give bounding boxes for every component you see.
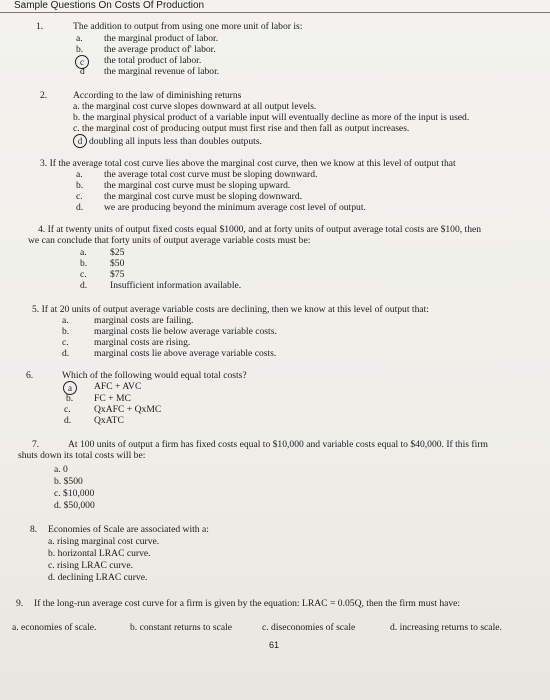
q2-number: 2. xyxy=(40,90,48,101)
q7-number: 7. xyxy=(32,439,40,450)
q4-stem-line1: 4. If at twenty units of output fixed costs equal $1000, and at forty units of output average total costs are $100, then xyxy=(38,224,482,235)
q7-stem-line2: shuts down its total costs will be: xyxy=(18,450,146,461)
q8-stem: Economies of Scale are associated with a: xyxy=(48,524,209,535)
q4-option-d: Insufficient information available. xyxy=(110,280,242,291)
q1-letter-d: d xyxy=(80,66,85,77)
q9-stem: If the long-run average cost curve for a firm is given by the equation: LRAC = 0.05Q, then the firm must have: xyxy=(34,598,461,609)
q9-option-c: c. diseconomies of scale xyxy=(262,622,356,633)
q8-option-c: c. rising LRAC curve. xyxy=(48,560,133,571)
q6-letter-d: d. xyxy=(64,415,72,426)
q5-letter-c: c. xyxy=(62,337,69,348)
q4-stem-line2: we can conclude that forty units of output average variable costs must be: xyxy=(28,235,311,246)
q9-option-d: d. increasing returns to scale. xyxy=(390,622,502,633)
q3-option-a: the average total cost curve must be sloping downward. xyxy=(104,169,318,180)
q4-option-a: $25 xyxy=(110,247,125,258)
q4-letter-a: a. xyxy=(80,247,87,258)
q1-option-c: the total product of labor. xyxy=(104,55,202,66)
q2-option-d xyxy=(73,134,262,148)
q1-letter-a: a. xyxy=(76,33,83,44)
q5-option-d: marginal costs lie above average variable costs. xyxy=(94,348,277,359)
page-number: 61 xyxy=(269,640,280,650)
q5-option-c: marginal costs are rising. xyxy=(94,337,191,348)
q5-letter-a: a. xyxy=(62,315,69,326)
q3-option-d: we are producing beyond the minimum average cost level of output. xyxy=(104,202,366,213)
q8-number: 8. xyxy=(30,524,38,535)
q2-circled-answer: d xyxy=(73,134,87,148)
q5-option-b: marginal costs lie below average variable costs. xyxy=(94,326,277,337)
q6-letter-c: c. xyxy=(64,404,71,415)
q4-letter-d: d. xyxy=(80,280,88,291)
q7-stem-line1: At 100 units of output a firm has fixed costs equal to $10,000 and variable costs equal to $40,000. If this firm xyxy=(68,439,488,450)
q8-option-b: b. horizontal LRAC curve. xyxy=(48,548,151,559)
q3-letter-d: d. xyxy=(76,202,84,213)
q1-number: 1. xyxy=(36,21,44,32)
q9-option-b: b. constant returns to scale xyxy=(130,622,233,633)
q2-stem: According to the law of diminishing returns xyxy=(73,90,242,101)
q1-option-b: the average product of' labor. xyxy=(104,44,216,55)
q2-option-d-text: doubling all inputs less than doubles outputs. xyxy=(89,136,262,147)
q5-letter-b: b. xyxy=(62,326,70,337)
q4-option-b: $50 xyxy=(110,258,125,269)
q3-letter-c: c. xyxy=(76,191,83,202)
q1-option-d: the marginal revenue of labor. xyxy=(104,66,220,77)
q6-letter-b: b. xyxy=(66,393,74,404)
page-header: Sample Questions On Costs Of Production xyxy=(14,0,205,11)
q3-option-b: the marginal cost curve must be sloping upward. xyxy=(104,180,291,191)
q4-option-c: $75 xyxy=(110,269,125,280)
q9-option-a: a. economies of scale. xyxy=(12,622,97,633)
q1-stem: The addition to output from using one more unit of labor is: xyxy=(73,21,303,32)
q7-option-d: d. $50,000 xyxy=(54,500,95,511)
q6-number: 6. xyxy=(26,370,34,381)
q5-option-a: marginal costs are failing. xyxy=(94,315,194,326)
q7-option-b: b. $500 xyxy=(54,476,83,487)
q4-letter-b: b. xyxy=(80,258,88,269)
q5-stem: 5. If at 20 units of output average variable costs are declining, then we know at this level of output that: xyxy=(32,304,429,315)
q6-letter-a: a xyxy=(63,381,77,395)
q4-letter-c: c. xyxy=(80,269,87,280)
q1-letter-b: b. xyxy=(76,44,84,55)
q6-option-b: FC + MC xyxy=(94,393,131,404)
q8-option-d: d. declining LRAC curve. xyxy=(48,572,148,583)
q7-option-a: a. 0 xyxy=(54,464,68,475)
q2-option-a: a. the marginal cost curve slopes downward at all output levels. xyxy=(73,101,317,112)
q8-option-a: a. rising marginal cost curve. xyxy=(48,536,160,547)
q6-stem: Which of the following would equal total costs? xyxy=(62,370,247,381)
q6-option-d: QxATC xyxy=(94,415,124,426)
q2-option-c: c. the marginal cost of producing output must first rise and then fall as output increases. xyxy=(73,123,410,134)
q5-letter-d: d. xyxy=(62,348,70,359)
q2-option-b: b. the marginal physical product of a variable input will eventually decline as more of the input is used. xyxy=(73,112,470,123)
q6-option-a: AFC + AVC xyxy=(94,381,142,392)
q9-number: 9. xyxy=(16,598,24,609)
q7-option-c: c. $10,000 xyxy=(54,488,95,499)
q3-stem: 3. If the average total cost curve lies above the marginal cost curve, then we know at this level of output that xyxy=(40,158,456,169)
q6-option-c: QxAFC + QxMC xyxy=(94,404,162,415)
q1-option-a: the marginal product of labor. xyxy=(104,33,219,44)
q3-letter-b: b. xyxy=(76,180,84,191)
q3-letter-a: a. xyxy=(76,169,83,180)
q3-option-c: the marginal cost curve must be sloping downward. xyxy=(104,191,303,202)
q1-letter-c: c xyxy=(75,55,89,69)
header-rule xyxy=(0,12,550,13)
